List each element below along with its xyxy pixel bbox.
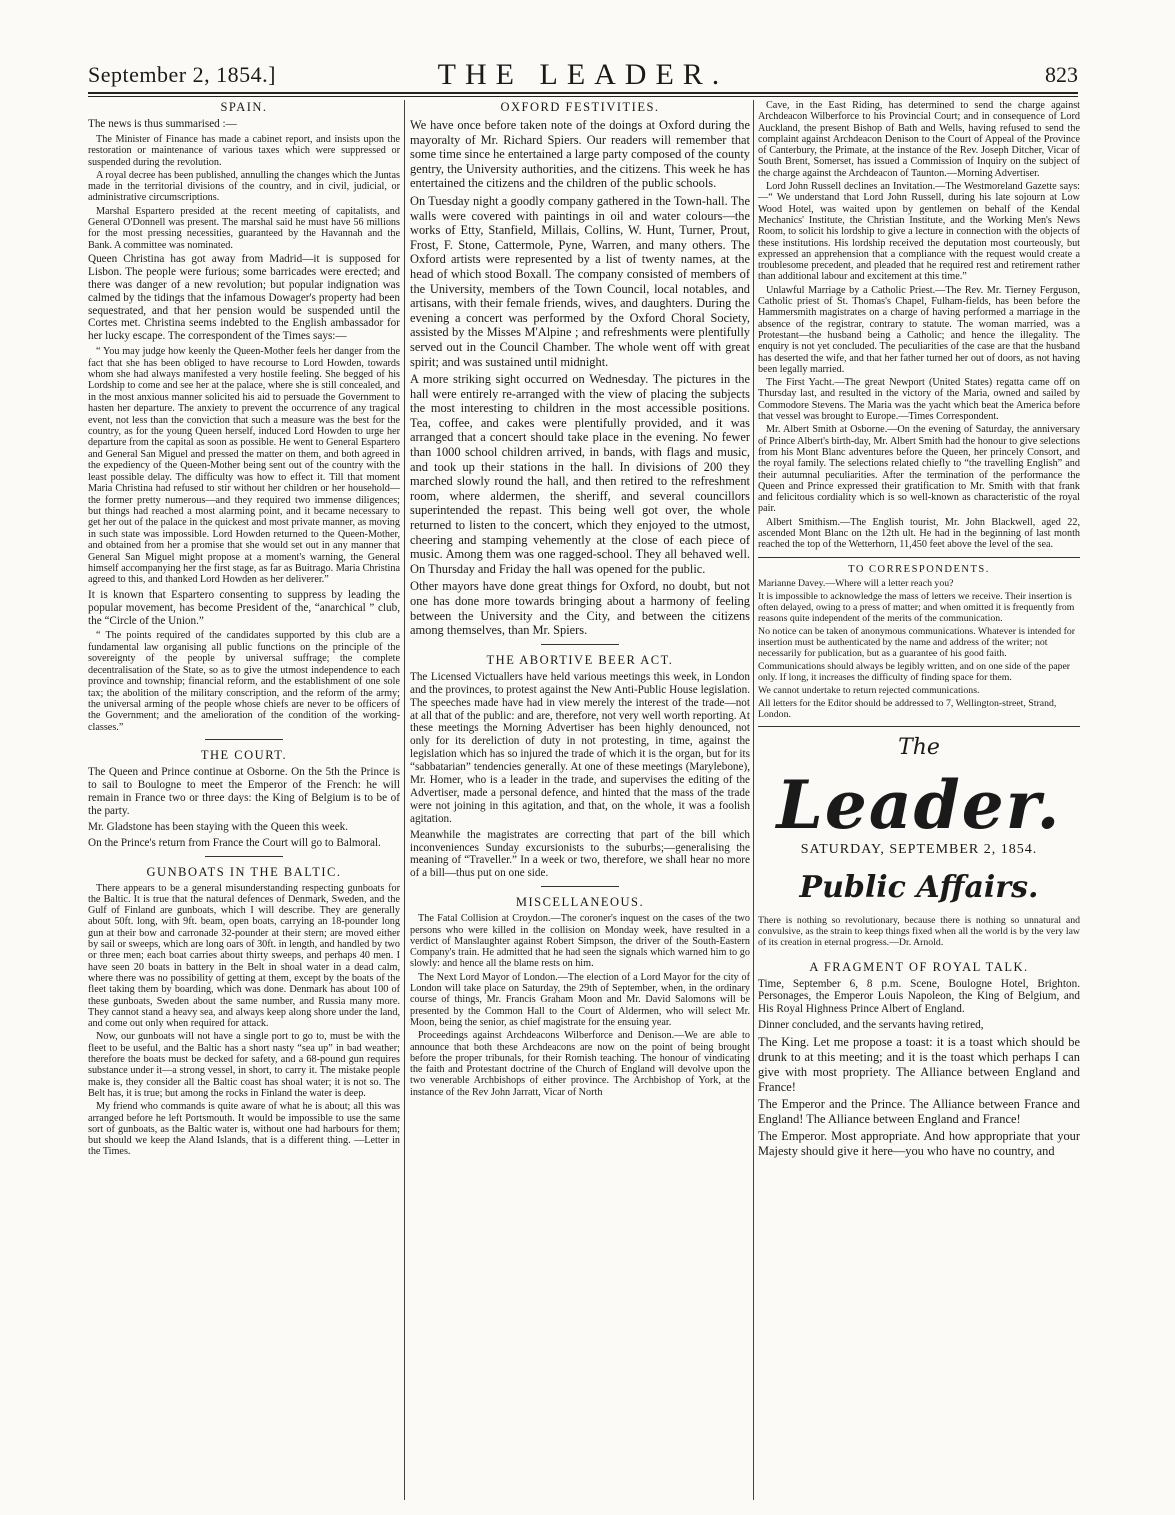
dialogue: The Emperor and the Prince. The Alliance between France and England! The Alliance between England and France! [758, 1097, 1080, 1127]
page-number: 823 [1045, 62, 1078, 87]
column-1 [88, 100, 400, 1505]
paragraph: The First Yacht.—The great Newport (United States) regatta came off on Thursday last, and resulted in the victory of the Maria, owned and sailed by Commodore Stevens. The Maria was the yacht which beat the America before that vessel was brought to Europe.—Times Correspondent. [758, 377, 1080, 423]
correspondents-note: No notice can be taken of anonymous communications. Whatever is intended for insertion must be authenticated by the name and address of the writer; not necessarily for publication, but as a guarantee of his good faith. [758, 625, 1076, 659]
paragraph: The Queen and Prince continue at Osborne. On the 5th the Prince is to sail to Boulogne to meet the Emperor of the French: he will remain in France two or three days: the King of Belgium is to be of the party. [88, 766, 400, 817]
paragraph: Mr. Albert Smith at Osborne.—On the evening of Saturday, the anniversary of Prince Albert's birth-day, Mr. Albert Smith had the honour to give selections from his Mont Blanc adventures before the Queen, her princely Consort, and the royal family. The selections related chiefly to “the travelling English” and their autumnal peculiarities. After the termination of the performance the Queen and Prince expressed their gratification to Mr. Smith with that frank and felicitous cordiality which is so well-known as characteristic of the royal pair. [758, 424, 1080, 515]
correspondents-note: Marianne Davey.—Where will a letter reach you? [758, 577, 954, 589]
paragraph: The Minister of Finance has made a cabinet report, and insists upon the restoration or maintenance of various taxes which were suppressed or suspended during the revolution. [88, 133, 400, 168]
paragraph: Lord John Russell declines an Invitation.—The Westmoreland Gazette says:—“ We understand that Lord John Russell, during his late sojourn at Low Wood Hotel, was waited upon by gentlemen on behalf of the Kendal Mechanics' Institute, the Christian Institute, and the Working Men's News Room, to solicit his lordship to give a lecture in connection with the objects of these institutions. His lordship received the deputation most courteously, but expressed an apprehension that a compliance with the request would create a troublesome precedent, and pleaded that he required rest and retirement rather than additional labour and excitement at this time.” [758, 181, 1080, 283]
article-heading-miscellaneous: MISCELLANEOUS. [515, 895, 645, 910]
column-divider [753, 100, 754, 1500]
article-heading-royal-talk: A FRAGMENT OF ROYAL TALK. [809, 959, 1029, 974]
paragraph: Proceedings against Archdeacons Wilberforce and Denison.—We are able to announce that both these Archdeacons are now on the point of being brought before the proper tribunals, for their Romish teaching. The honour of vindicating the faith and Protestant doctrine of the Church of England will devolve upon the two venerable Archbishops of either province. The Archbishop of York, at the instance of the Rev John Jarratt, Vicar of North [410, 1030, 750, 1098]
paragraph: Albert Smithism.—The English tourist, Mr. John Blackwell, aged 22, ascended Mont Blanc on the 12th ult. He had in the beginning of last month reached the top of the Wetterhorn, 11,450 feet above the level of the sea. [758, 516, 1080, 551]
motto: There is nothing so revolutionary, because there is nothing so unnatural and convulsive, as the strain to keep things fixed when all the world is by the very law of its creation in eternal progress.—Dr. Arnold. [758, 914, 1080, 948]
paragraph: On the Prince's return from France the Court will go to Balmoral. [88, 836, 381, 849]
divider [541, 644, 619, 645]
paragraph: Other mayors have done great things for Oxford, no doubt, but not one has done more towards bringing about a harmony of feeling between the University and the City, and between the citizens among themselves, than Mr. Spiers. [410, 579, 750, 638]
paragraph: Unlawful Marriage by a Catholic Priest.—The Rev. Mr. Tierney Ferguson, Catholic priest of St. Thomas's Chapel, Fulham-fields, has been before the Hammersmith magistrates on a charge of having performed a marriage in the absence of the registrar, contrary to statute. The woman married, was a Protestant—the husband being a Catholic; and hence the illegality. The enquiry is not yet concluded. The peculiarities of the case are that the husband has deserted the wife, and that her father turned her out of doors, as not having been legally married. [758, 284, 1080, 375]
paragraph: The Fatal Collision at Croydon.—The coroner's inquest on the cases of the two persons who were killed in the collision on Monday week, have resulted in a verdict of Manslaughter against Robert Simpson, the driver of the South-Eastern Company's train. He admitted that he had seen the signals which warned him to go slowly: and hence all the blame rests on him. [410, 913, 750, 970]
paragraph: Cave, in the East Riding, has determined to send the charge against Archdeacon Wilberforce to his Provincial Court; and in consequence of Lord Auckland, the present Bishop of Bath and Wells, having refused to send the complaint against Archdeacon Denison to the Court of Appeal of the Province of Canterbury, the Primate, at the instance of the Rev. Joseph Ditcher, Vicar of South Brent, Somerset, has issued a Commission of Inquiry on the subject of the charge against the Archdeacon of Taunton.—Morning Advertiser. [758, 100, 1080, 179]
article-heading-gunboats: GUNBOATS IN THE BALTIC. [146, 864, 342, 879]
correspondents-note: Communications should always be legibly written, and on one side of the paper only. If long, it increases the difficulty of finding space for them. [758, 660, 1071, 683]
paragraph: Meanwhile the magistrates are correcting that part of the bill which inconveniences Sunday excursionists to the suburbs;—generalising the meaning of “Traveller.” In a week or two, therefore, we shall hear no more of a bill—thus put on one side. [410, 828, 750, 880]
paragraph: It is known that Espartero consenting to suppress by leading the popular movement, has become President of the, “anarchical ” club, the “Circle of the Union.” [88, 588, 400, 627]
dateline: SATURDAY, SEPTEMBER 2, 1854. [800, 841, 1038, 857]
divider [205, 856, 283, 857]
article-heading-beer-act: THE ABORTIVE BEER ACT. [486, 652, 674, 667]
paragraph: We have once before taken note of the doings at Oxford during the mayoralty of Mr. Richard Spiers. Our readers will remember that some time since he entertained a large party composed of the county gentry, the University authorities, and the citizens. This week he has entertained the citizens and the children of the public schools. [410, 118, 750, 191]
divider [205, 739, 283, 740]
quotation: “ You may judge how keenly the Queen-Mother feels her danger from the fact that she has been obliged to have recourse to Lord Howden, towards whom she had always manifested a very hostile feeling. She begged of his Lordship to come and see her at the palace, where she is still concealed, and in the most anxious manner solicited his aid to persuade the Government to hasten her departure. The anxiety to prevent the occurrence of any tragical event, not less than the conviction that such a measure was the best for the country, as for the young Queen herself, induced Lord Howden to urge her departure from the capital as soon as possible. He went to General Espartero and General San Miguel and pressed the matter on them, and both agreed in the expediency of the Queen-Mother being sent out of the country with the least possible delay. The difficulty was how to effect it. Till that moment Maria Christina had refused to stir without her children or her household—the former pretty numerous—and they required two immense diligences; but things had reached a most alarming point, and it became necessary to get her out of the palace in the quickest and most private manner, as moving in such state was impossible. Lord Howden returned to the Queen-Mother, and obtained from her a promise that she would set out in any manner that General San Miguel might propose at a moment's warning, the General himself accompanying her the first stage, as far as Buitrago. Maria Christina agreed to this, and thanked Lord Howden as her deliverer.” [88, 346, 400, 586]
paragraph: My friend who commands is quite aware of what he is about; all this was arranged before he left Portsmouth. It would be impossible to use the same sort of gunboats, as the Baltic water is, without one had harbours for them; but should we keep the Aland Islands, that is a different thing. —Letter in the Times. [88, 1101, 400, 1158]
dialogue: The Emperor. Most appropriate. And how appropriate that your Majesty should give it here—you who have no country, and [758, 1129, 1080, 1159]
paragraph: There appears to be a general misunderstanding respecting gunboats for the Baltic. It is true that the natural defences of Denmark, Sweden, and the Gulf of Finland are gunboats, which I will describe. They are generally about 50ft. long, with 9ft. beam, open boats, carrying an 18-pounder long gun at their bow and carronade 32-pounder at their stern; are moved either by sail or sweeps, which are long oars of 30ft. in length, and handled by two or three men; each boat carries about thirty sweeps, and perhaps 40 men. I have seen 20 boats in battery in the Belt in shoal water in a dead calm, where there was no possibility of getting at them, except by the boats of the fleet taking them by boarding, which was done. Denmark has about 100 of these gunboats, Sweden about the same number, and Russia many more. They cannot stand a heavy sea, and always keep along shore under the land, and come out only when required for attack. [88, 882, 400, 1030]
masthead [88, 58, 1078, 92]
column-2 [410, 100, 750, 1505]
nameplate-the: The [898, 734, 940, 760]
correspondents-note: All letters for the Editor should be addressed to 7, Wellington-street, Strand, London. [758, 697, 1057, 720]
issue-date: September 2, 1854.] [88, 62, 276, 87]
header-rule [88, 92, 1078, 94]
column-3 [758, 100, 1080, 1505]
nameplate-logo: Leader. [776, 765, 1062, 844]
quotation: “ The points required of the candidates supported by this club are a fundamental law organising all public functions on the principle of the sovereignty of the people by universal suffrage; the complete decentralisation of the State, so as to give the utmost independence to each province and township; financial reform, and the establishment of one sole tax; the abolition of the military conscription, and the reform of the army; the universal arming of the people whose chiefs are never to be officers of the Government; and the amelioration of the condition of the working-classes.” [88, 630, 400, 733]
paragraph: The Next Lord Mayor of London.—The election of a Lord Mayor for the city of London will take place on Saturday, the 29th of September, when, in the ordinary course of things, Mr. Francis Graham Moon and Mr. David Salomons will be presented by the Common Hall to the Court of Aldermen, who will select Mr. Moon, being the senior, as chief magistrate for the ensuing year. [410, 971, 750, 1028]
paragraph: The Licensed Victuallers have held various meetings this week, in London and the provinces, to protest against the New Anti-Public House legislation. The speeches made have had in view merely the interest of the trade—not at all that of the public: and are, therefore, not very well worth reporting. At these meetings the Morning Advertiser has been highly denounced, not only for its dereliction of duty in not protesting, in time, against the legislation which has so injured the trade of which it is the organ, but for its “sabbatarian” tendencies generally. At one of these meetings (Marylebone), Mr. Homer, who is a leader in the trade, and supervises the editing of the Advertiser, made a personal defence, and hinted that the mass of the trade were not joining in this agitation, and that, on the whole, it was a foolish agitation. [410, 670, 750, 825]
article-heading-spain: SPAIN. [220, 100, 268, 114]
column-divider [404, 100, 405, 1500]
paragraph: On Tuesday night a goodly company gathered in the Town-hall. The walls were covered with paintings in oil and water colours—the works of Etty, Stanfield, Millais, Collins, W. Hunt, Turner, Prout, Frost, F. Stone, Cattermole, Pyne, Warren, and many others. The Oxford artists were represented by a list of twenty names, at the head of which stood Boxall. The company consisted of members of the University, members of the Town Council, local notables, and artisans, with their female friends, wives, and daughters. During the evening a concert was performed by the Oxford Choral Society, assisted by the Misses M'Alpine ; and refreshments were plentifully served out in the Council Chamber. The whole went off with great spirit; and was sustained until midnight. [410, 193, 750, 369]
header-rule-thin [88, 96, 1078, 97]
paragraph: Now, our gunboats will not have a single port to go to, must be with the fleet to be useful, and the Baltic has a short nasty “sea up” in bad weather; therefore the boats must be decked for safety, and a 68-pound gun requires substance under it—a strong vessel, in short, to carry it. The mistake people make is, they consider all the Baltic coast has shoal water; it is not so. The Belt has, it is true; but among the rocks in Finland the water is deep. [88, 1031, 400, 1099]
paragraph: Time, September 6, 8 p.m. Scene, Boulogne Hotel, Brighton. Personages, the Emperor Louis Napoleon, the King of Belgium, and His Royal Highness Prince Albert of England. [758, 977, 1080, 1016]
paragraph: Mr. Gladstone has been staying with the Queen this week. [88, 820, 349, 833]
dialogue: The King. Let me propose a toast: it is a toast which should be drunk to at this meeting; and it is the toast which perhaps I can give with most propriety. The Alliance between England and France! [758, 1035, 1080, 1095]
divider [541, 886, 619, 887]
correspondents-note: We cannot undertake to return rejected communications. [758, 684, 980, 696]
divider [758, 726, 1080, 727]
article-heading-oxford: OXFORD FESTIVITIES. [500, 100, 660, 114]
paragraph: A royal decree has been published, annulling the changes which the Juntas made in the territorial divisions of the country, and in civil, judicial, or administrative circumscriptions. [88, 169, 400, 204]
paragraph: A more striking sight occurred on Wednesday. The pictures in the hall were entirely re-arranged with the view of placing the subjects the most interesting to children in the most accessible positions. Tea, coffee, and cakes were plentifully provided, and it was arranged that a concert should take place in the evening. No fewer than 1000 school children arrived, in bands, with flags and music, and took up their stations in the hall. In divisions of 200 they marched slowly round the hall, and then retired to the refreshment room, where aldermen, the sheriff, and several councillors superintended the repast. This being well got over, the whole returned to listen to the concert, which they enjoyed to the utmost, cheering and stamping vehemently at the close of each piece of music. Among them was one ragged-school. They all behaved well. On Thursday and Friday the hall was opened for the public. [410, 372, 750, 576]
correspondents-heading: TO CORRESPONDENTS. [848, 563, 990, 575]
paragraph: Queen Christina has got away from Madrid—it is supposed for Lisbon. The people were furious; some barricades were erected; and there was danger of a new revolution; but popular indignation was calmed by the tidings that the infamous Dowager's property had been sequestrated, and that her pension would be suspended until the Cortes met. Christina seems indebted to the English ambassador for her lucky escape. The correspondent of the Times says:— [88, 252, 400, 343]
paragraph: The news is thus summarised :— [88, 118, 237, 130]
section-title: Public Affairs. [799, 869, 1039, 905]
divider [758, 557, 1080, 558]
paragraph: Marshal Espartero presided at the recent meeting of capitalists, and General O'Donnell was present. The marshal said he must have 56 millions for the most pressing necessities, guaranteed by the Havannah and the Bank. A committee was nominated. [88, 205, 400, 251]
paragraph: Dinner concluded, and the servants having retired, [758, 1019, 984, 1032]
article-heading-court: THE COURT. [200, 748, 288, 763]
newspaper-title: THE LEADER. [437, 58, 729, 91]
correspondents-note: It is impossible to acknowledge the mass of letters we receive. Their insertion is often delayed, owing to a press of matter; and when omitted it is frequently from reasons quite independent of the merits of the communication. [758, 590, 1075, 624]
